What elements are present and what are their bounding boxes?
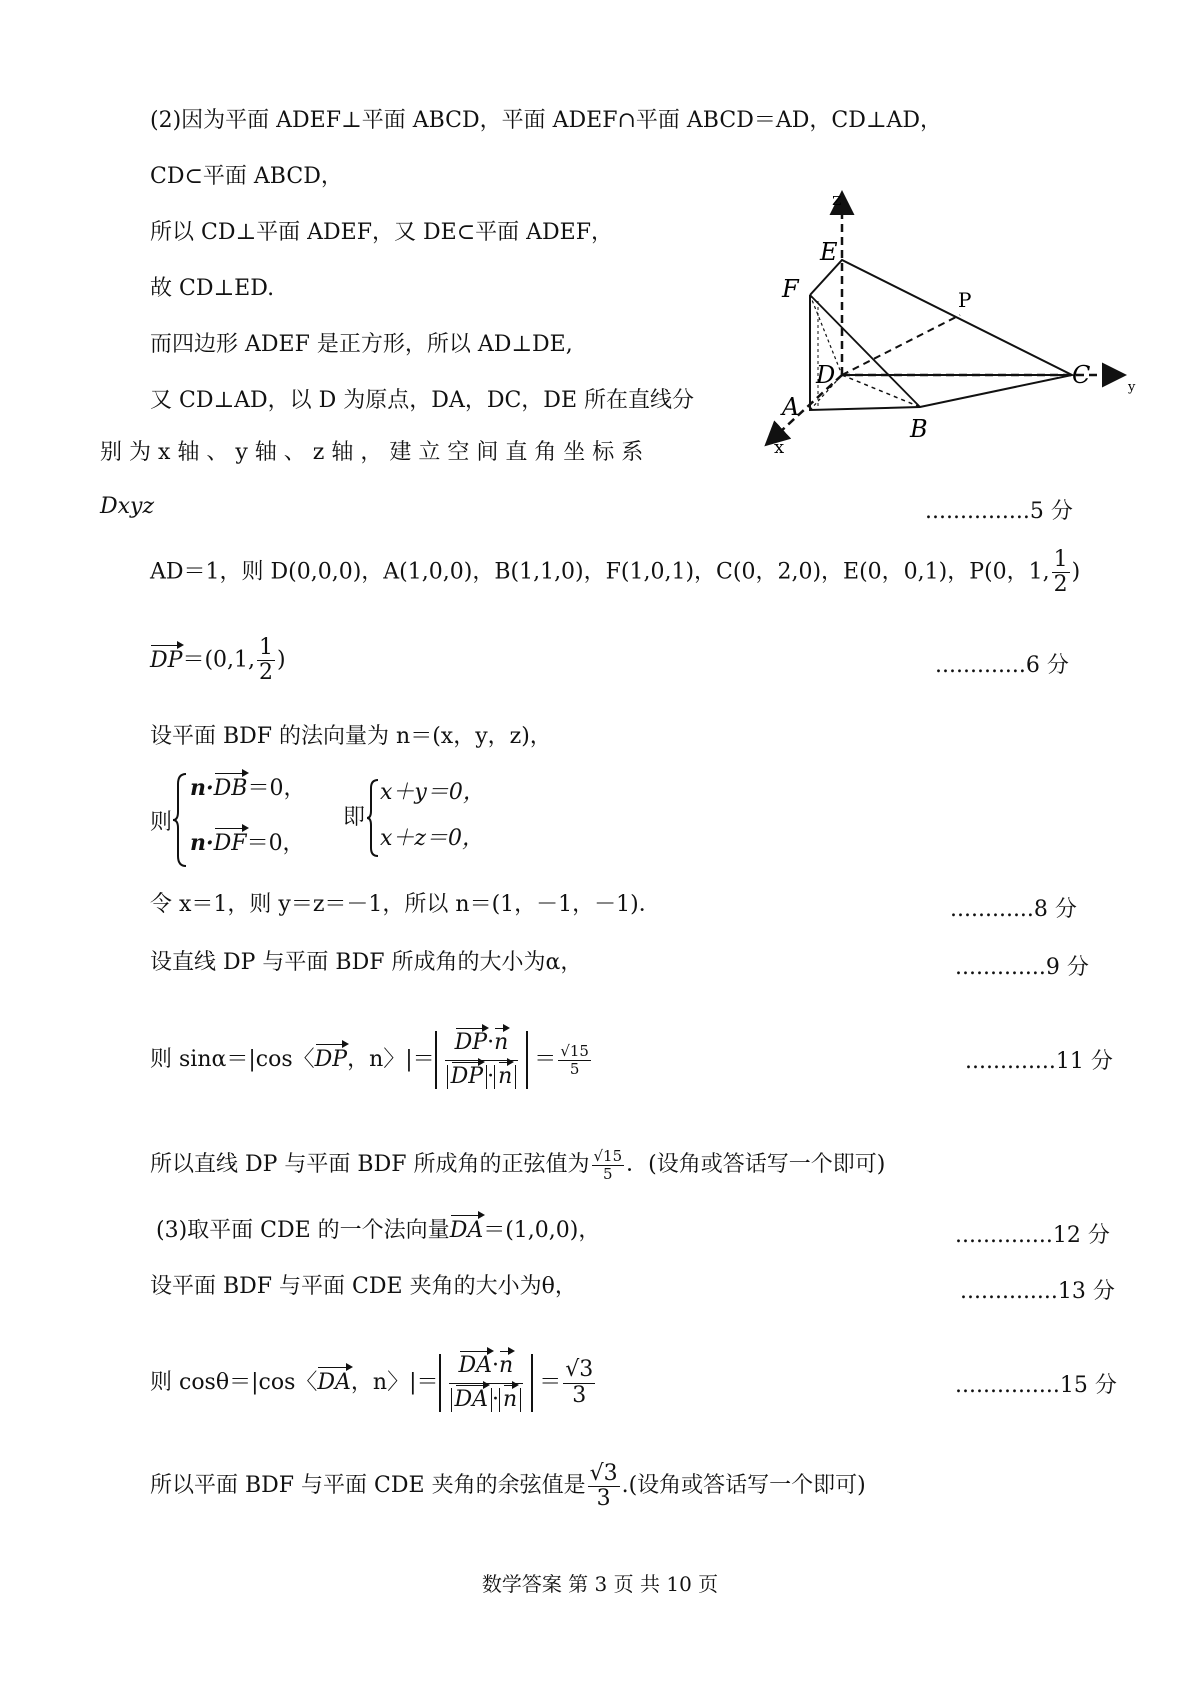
part3-line-2: 设平面 BDF 与平面 CDE 夹角的大小为θ，	[150, 1274, 577, 1299]
angle-definition: 设直线 DP 与平面 BDF 所成角的大小为α，	[150, 950, 583, 975]
ji-label: 即	[343, 805, 366, 830]
ze-label: 则	[150, 810, 173, 835]
score-5: ...............5 分	[925, 499, 1073, 524]
conclusion-2: 所以平面 BDF 与平面 CDE 夹角的余弦值是 $\frac{√3}{3}$ .(设角或答话写一个即可)	[150, 1461, 866, 1512]
label-y: y	[1128, 380, 1136, 395]
coords-line: AD＝1，则 D(0,0,0)，A(1,0,0)，B(1,1,0)，F(1,0,1)，C(0，2,0)，E(0，0,1)，P(0，1, $\frac{1}{2}$ )	[150, 547, 1081, 598]
label-A: A	[782, 393, 800, 421]
label-z: z	[832, 189, 842, 210]
equation-xz: x＋z＝0，	[380, 826, 484, 851]
equation-xy: x＋y＝0，	[380, 780, 485, 805]
part3-line-1: (3)取平面 CDE 的一个法向量DA＝(1,0,0)，	[156, 1218, 601, 1243]
part2-line-1: (2)因为平面 ADEF⊥平面 ABCD，平面 ADEF∩平面 ABCD＝AD，CD⊥AD，	[150, 108, 943, 133]
left-brace-2	[366, 778, 380, 858]
dp-vector-line: DP＝(0,1, $\frac{1}{2}$ )	[150, 635, 286, 686]
part2-line-4: 故 CD⊥ED.	[150, 276, 275, 301]
score-11: .............11 分	[965, 1049, 1113, 1074]
label-C: C	[1072, 361, 1091, 389]
label-D: D	[816, 361, 836, 389]
normal-definition: 设平面 BDF 的法向量为 n＝(x，y，z)，	[150, 724, 552, 749]
sin-formula: 则 sinα＝|cos〈 DP ，n〉|＝ $\frac{DP\cdot n}{DP \cdot n}$ ＝ $\frac{√15}{5}$	[150, 1030, 589, 1089]
label-F: F	[782, 275, 799, 303]
left-brace-1	[172, 772, 188, 868]
part2-line-5: 而四边形 ADEF 是正方形，所以 AD⊥DE,	[150, 332, 573, 357]
part2-line-8: Dxyz	[100, 494, 155, 519]
let-line: 令 x＝1，则 y＝z＝－1，所以 n＝(1，－1，－1)．	[150, 892, 661, 917]
equation-ndf: n·DF＝0，	[190, 830, 305, 856]
label-E: E	[820, 238, 838, 266]
score-9: .............9 分	[955, 955, 1089, 980]
score-8: ............8 分	[950, 897, 1077, 922]
label-x: x	[774, 437, 785, 458]
score-12: ..............12 分	[955, 1223, 1110, 1248]
conclusion-1: 所以直线 DP 与平面 BDF 所成角的正弦值为 $\frac{√15}{5}$ ．(设角或答话写一个即可)	[150, 1147, 886, 1183]
cos-formula: 则 cosθ＝|cos〈 DA ，n〉|＝ $\frac{DA\cdot n}{DA \cdot n}$ ＝ $\frac{√3}{3}$	[150, 1353, 594, 1412]
score-6: .............6 分	[935, 653, 1069, 678]
label-P: P	[958, 288, 972, 312]
part2-line-6: 又 CD⊥AD，以 D 为原点，DA，DC，DE 所在直线分	[150, 388, 694, 413]
label-B: B	[910, 415, 928, 443]
part2-line-3: 所以 CD⊥平面 ADEF，又 DE⊂平面 ADEF，	[150, 220, 613, 245]
part2-line-7: 别 为 x 轴 、 y 轴 、 z 轴 ， 建 立 空 间 直 角 坐 标 系	[100, 440, 644, 465]
edge-fb	[810, 295, 920, 407]
part2-line-2: CD⊂平面 ABCD，	[150, 164, 343, 189]
score-13: ..............13 分	[960, 1279, 1115, 1304]
equation-ndb: n·DB＝0，	[190, 775, 306, 801]
page-footer: 数学答案 第 3 页 共 10 页	[481, 1572, 719, 1596]
geometry-figure	[760, 185, 1140, 465]
score-15: ...............15 分	[955, 1373, 1117, 1398]
edge-db	[842, 375, 920, 407]
